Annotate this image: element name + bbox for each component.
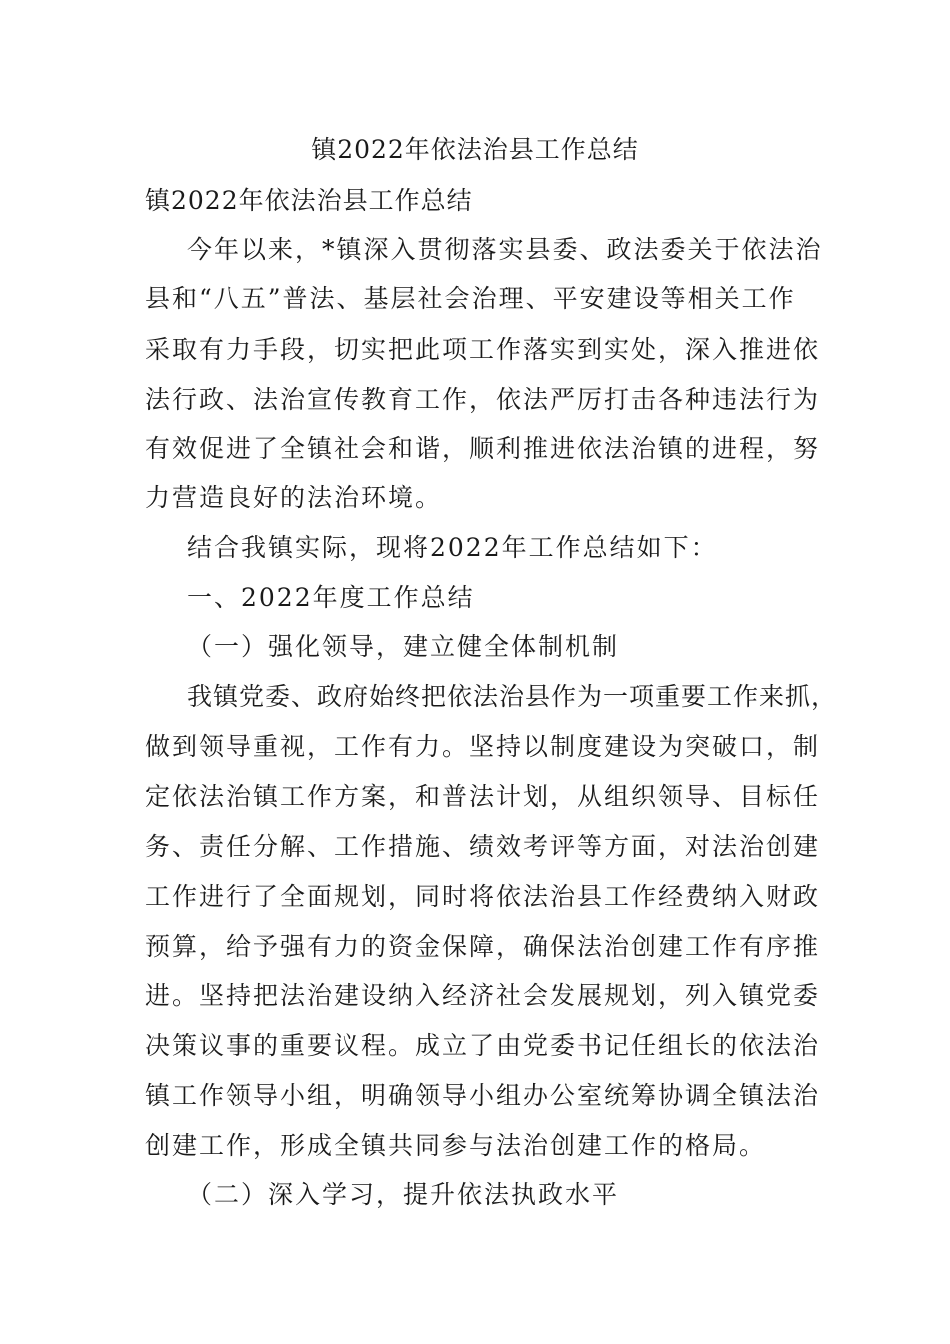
paragraph-line: 预算，给予强有力的资金保障，确保法治创建工作有序推: [145, 932, 821, 961]
paragraph-line: 法行政、法治宣传教育工作，依法严厉打击各种违法行为: [145, 385, 821, 414]
paragraph-line: 结合我镇实际，现将2022年工作总结如下：: [187, 533, 718, 562]
paragraph-line: 进。坚持把法治建设纳入经济社会发展规划，列入镇党委: [145, 981, 821, 1010]
paragraph-line: 工作进行了全面规划，同时将依法治县工作经费纳入财政: [145, 882, 821, 911]
paragraph-line: 我镇党委、政府始终把依法治县作为一项重要工作来抓，: [187, 682, 838, 711]
subsection-heading: （一）强化领导，建立健全体制机制: [187, 632, 620, 661]
document-subtitle: 镇2022年依法治县工作总结: [145, 186, 473, 215]
paragraph-line: 创建工作，形成全镇共同参与法治创建工作的格局。: [145, 1131, 767, 1160]
document-title: 镇2022年依法治县工作总结: [311, 135, 639, 164]
paragraph-line: 力营造良好的法治环境。: [145, 483, 443, 512]
paragraph-line: 做到领导重视，工作有力。坚持以制度建设为突破口，制: [145, 732, 821, 761]
section-heading: 一、2022年度工作总结: [187, 583, 475, 612]
paragraph-line: 采取有力手段，切实把此项工作落实到实处，深入推进依: [145, 335, 821, 364]
paragraph-line: 务、责任分解、工作措施、绩效考评等方面，对法治创建: [145, 832, 821, 861]
paragraph-line: 决策议事的重要议程。成立了由党委书记任组长的依法治: [145, 1031, 821, 1060]
paragraph-line: 镇工作领导小组，明确领导小组办公室统筹协调全镇法治: [145, 1081, 821, 1110]
paragraph-line: 今年以来，*镇深入贯彻落实县委、政法委关于依法治: [187, 235, 823, 264]
paragraph-line: 县和“八五”普法、基层社会治理、平安建设等相关工作: [145, 284, 796, 313]
paragraph-line: 定依法治镇工作方案，和普法计划，从组织领导、目标任: [145, 782, 821, 811]
subsection-heading: （二）深入学习，提升依法执政水平: [187, 1180, 620, 1209]
paragraph-line: 有效促进了全镇社会和谐，顺利推进依法治镇的进程，努: [145, 434, 821, 463]
